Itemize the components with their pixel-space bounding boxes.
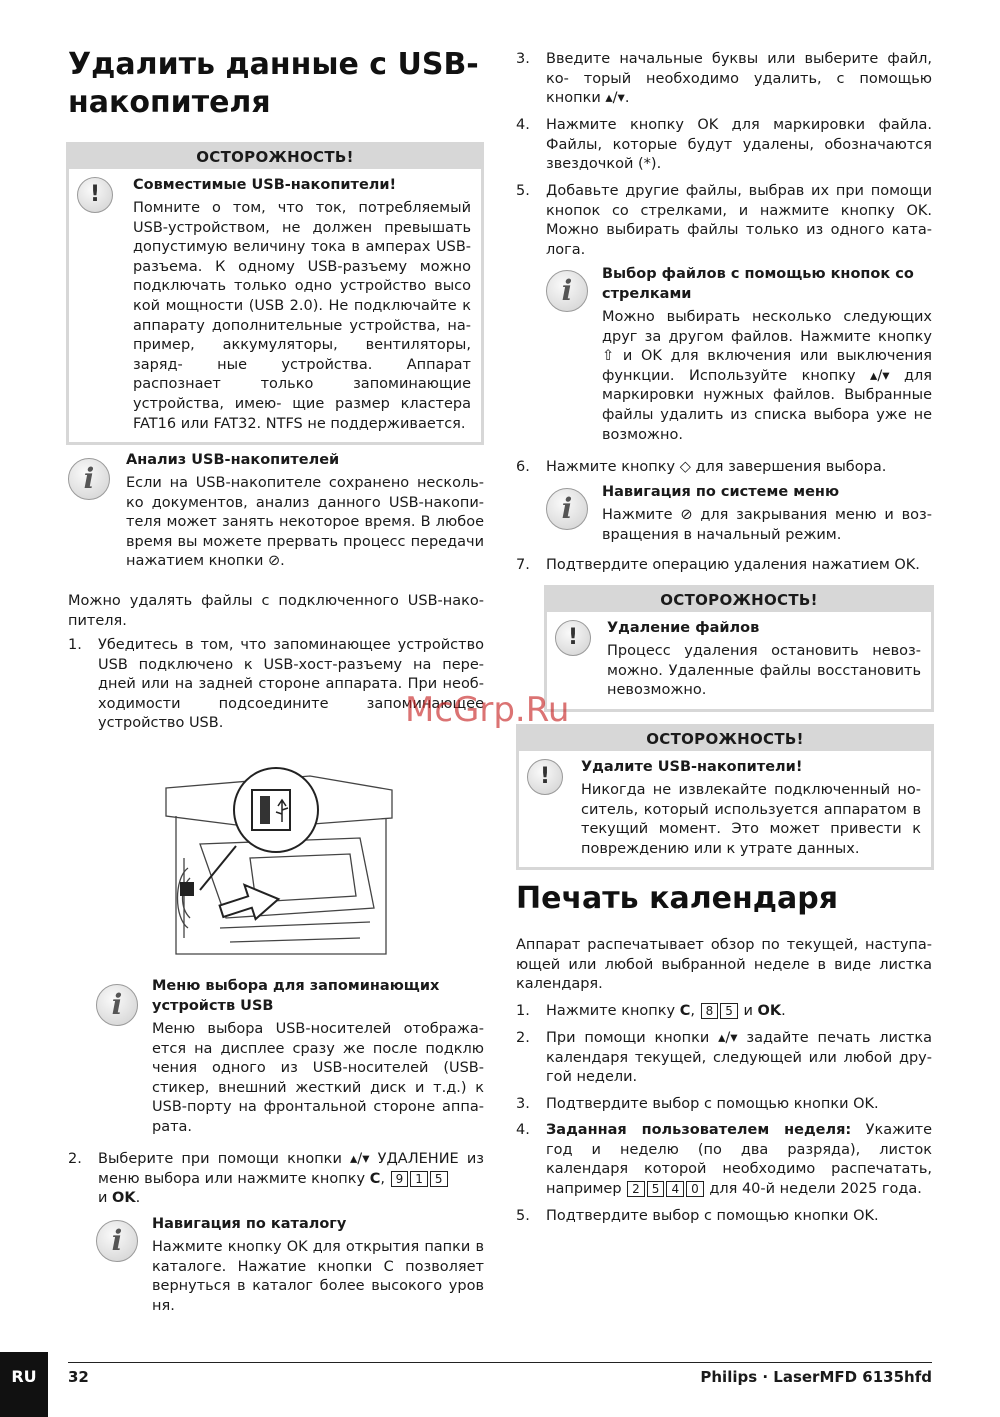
- info-icon: i: [546, 270, 588, 312]
- step-text-end: для 40-й недели 2025 года.: [704, 1180, 922, 1197]
- brand-model: Philips · LaserMFD 6135hfd: [700, 1368, 932, 1386]
- printer-usb-drawing: [160, 758, 400, 964]
- calendar-step-1: 1. Нажмите кнопку C, 8 5 и OK.: [516, 1002, 932, 1022]
- step-text: Подтвердите выбор с помощью кнопки OK.: [546, 1096, 879, 1112]
- step-number: 2.: [68, 1151, 82, 1167]
- and-text: и: [743, 1003, 753, 1019]
- step-text: Укажите год и неделю (по два разряда), листок календаря которой необходимо распечатать, например: [546, 1122, 932, 1197]
- and-text: и: [98, 1190, 108, 1207]
- section-title-usb-delete: Удалить данные с USB-накопителя: [68, 47, 479, 120]
- key-4: 4: [666, 1181, 684, 1197]
- step-text: Убедитесь в том, что запоминающее устройство USB подключено к USB-хост-разъему на пере- дней или на задней стороне аппарата. При необ- ходимости подсоедините запоминающее устройство USB.: [98, 637, 484, 732]
- key-5: 5: [647, 1181, 665, 1197]
- step-2: 2. Выберите при помощи кнопки ▴/▾ УДАЛЕНИЕ из меню выбора или нажмите кнопку C, 9 1 5 и OK.: [68, 1151, 484, 1207]
- step-number: 1.: [516, 1003, 530, 1019]
- step-6: [516, 458, 932, 478]
- exclamation-icon: !: [555, 620, 591, 656]
- step-number: 3.: [516, 51, 530, 67]
- warning-head: ОСТОРОЖНОСТЬ!: [646, 730, 804, 748]
- note-text: Меню выбора USB-носителей отобража- ется на дисплее сразу же после подклю чения одного из USB-носителей (USB- стикер, внешний жесткий диск и т.д.) к USB-порту на фронтальной стороне аппа- рата.: [152, 1021, 484, 1135]
- warning-head: ОСТОРОЖНОСТЬ!: [196, 148, 354, 166]
- note-title: Выбор файлов с помощью кнопок со стрелками: [602, 266, 914, 302]
- step-number: 5.: [516, 183, 530, 199]
- step-text: Нажмите кнопку ◇ для завершения выбора.: [546, 459, 887, 475]
- info-icon: i: [546, 488, 588, 530]
- warning-text: Процесс удаления остановить невоз- можно. Удаленные файлы восстановить невозможно.: [607, 643, 921, 699]
- warning-title: Удаление файлов: [607, 620, 760, 636]
- key-5: 5: [720, 1003, 738, 1019]
- key-1: 1: [410, 1171, 428, 1187]
- key-5: 5: [430, 1171, 448, 1187]
- step-number: 4.: [516, 117, 530, 133]
- step-number: 1.: [68, 637, 82, 653]
- calendar-step-2: [516, 1029, 932, 1088]
- step-4: [516, 116, 932, 175]
- step-3: [516, 50, 932, 109]
- warning-head: ОСТОРОЖНОСТЬ!: [660, 591, 818, 609]
- page-number: 32: [68, 1368, 89, 1386]
- note-text: Нажмите ⊘ для закрывания меню и воз- вращения в начальный режим.: [602, 507, 932, 543]
- note-menu-navigation: [546, 482, 932, 545]
- step-number: 3.: [516, 1096, 530, 1112]
- step-text: Нажмите кнопку OK для маркировки файла. Файлы, которые будут удалены, обозначаются звездочкой (*).: [546, 117, 932, 173]
- note-usb-menu: [96, 976, 484, 1138]
- note-text: Можно выбирать несколько следующих друг за другом файлов. Нажмите кнопку ⇧ и OK для включения или выключения функции. Используйте кнопку ▴/▾ для маркировки нужных файлов. Выбранные файлы удалить из списка выбора уже не возможно.: [602, 309, 932, 443]
- key-9: 9: [391, 1171, 409, 1187]
- calendar-step-5: [516, 1207, 932, 1227]
- info-icon: i: [96, 1220, 138, 1262]
- warning-title: Совместимые USB-накопители!: [133, 177, 397, 193]
- note-title: Навигация по каталогу: [152, 1216, 347, 1232]
- printer-usb-illustration: [160, 758, 400, 964]
- step-number: 7.: [516, 557, 530, 573]
- warning-text: Помните о том, что ток, потребляемый USB-устройством, не должен превышать допустимую величину тока в амперах USB-разъема. К одному USB-разъему можно подключать только одно устройство высо кой мощности (USB 2.0). Не подключайте к аппарату дополнительные устройства, на- пример, аккумуляторы, вентиляторы, заряд- ные устройства. Аппарат распознает только запоминающие устройства, имею- щие размер кластера FAT16 или FAT32. NTFS не поддерживается.: [133, 200, 471, 432]
- step-text: Добавьте другие файлы, выбрав их при помощи кнопок со стрелками, и нажмите кнопку OK. Можно выбирать файлы только из одного ката- лога.: [546, 183, 932, 258]
- key-ok: OK: [112, 1190, 136, 1207]
- calendar-intro: Аппарат распечатывает обзор по текущей, наступа- ющей или любой выбранной неделе в виде листка календаря.: [516, 937, 932, 993]
- key-ok: OK: [757, 1003, 782, 1019]
- info-icon: i: [68, 458, 110, 500]
- key-8: 8: [701, 1003, 719, 1019]
- key-c: C: [679, 1003, 691, 1019]
- note-usb-analysis: [68, 450, 484, 572]
- note-catalog-navigation: [96, 1214, 484, 1316]
- warning-box-file-deletion: [544, 585, 934, 712]
- note-text: Нажмите кнопку OK для открытия папки в каталоге. Нажатие кнопки C позволяет вернуться в каталог более высокого уров ня.: [152, 1239, 484, 1314]
- key-0: 0: [686, 1181, 704, 1197]
- step-text: При помощи кнопки ▴/▾ задайте печать листка календаря текущей, следующей или любой дру- гой недели.: [546, 1030, 932, 1086]
- note-arrow-selection: [546, 264, 932, 445]
- warning-box-remove-usb: [516, 724, 934, 870]
- warning-text: Никогда не извлекайте подключенный но- ситель, который используется аппаратом в текущий момент. Это может привести к повреждению или к утрате данных.: [581, 782, 921, 857]
- note-title: Меню выбора для запоминающих устройств USB: [152, 978, 440, 1014]
- step-text: Введите начальные буквы или выберите файл, ко- торый необходимо удалить, с помощью кнопки ▴/▾.: [546, 51, 932, 107]
- step-text: Подтвердите выбор с помощью кнопки OK.: [546, 1208, 879, 1224]
- calendar-step-3: [516, 1095, 932, 1115]
- step-7: [516, 556, 932, 576]
- step-text: Выберите при помощи кнопки ▴/▾ УДАЛЕНИЕ из меню выбора или нажмите кнопку: [98, 1151, 484, 1187]
- calendar-step-4: [516, 1121, 932, 1199]
- step-number: 2.: [516, 1030, 530, 1046]
- exclamation-icon: !: [527, 759, 563, 795]
- user-week-label: Заданная пользователем неделя:: [546, 1122, 852, 1138]
- key-c: C: [369, 1170, 381, 1187]
- intro-paragraph: Можно удалять файлы с подключенного USB-нако- пителя.: [68, 593, 484, 629]
- warning-box-compatible-usb: [66, 142, 484, 445]
- step-text: Нажмите кнопку: [546, 1003, 680, 1019]
- language-tab: RU: [0, 1352, 48, 1417]
- step-number: 5.: [516, 1208, 530, 1224]
- step-number: 4.: [516, 1122, 530, 1138]
- note-title: Навигация по системе меню: [602, 484, 840, 500]
- exclamation-icon: !: [77, 177, 113, 213]
- footer-divider: [68, 1362, 932, 1363]
- key-2: 2: [627, 1181, 645, 1197]
- section-title-calendar: Печать календаря: [516, 881, 838, 916]
- step-text: Подтвердите операцию удаления нажатием OK.: [546, 557, 920, 573]
- note-title: Анализ USB-накопителей: [126, 452, 340, 468]
- note-text: Если на USB-накопителе сохранено несколь- ко документов, анализ данного USB-накопи- теля может занять некоторое время. В любое время вы можете прервать процесс передачи нажатием кнопки ⊘.: [126, 475, 484, 570]
- step-5: [516, 182, 932, 260]
- info-icon: i: [96, 984, 138, 1026]
- watermark: McGrp.Ru: [405, 690, 570, 730]
- step-number: 6.: [516, 459, 530, 475]
- warning-title: Удалите USB-накопители!: [581, 759, 803, 775]
